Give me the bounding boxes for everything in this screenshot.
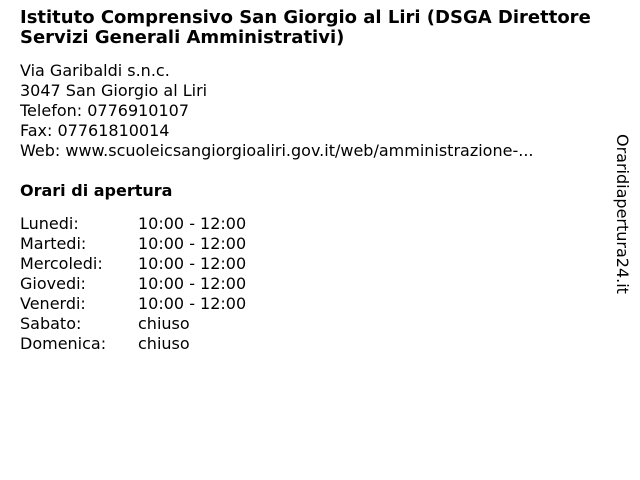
hours-day: Mercoledi: — [20, 254, 103, 273]
opening-hours-table — [20, 214, 600, 354]
hours-time: chiuso — [138, 314, 190, 333]
phone-number: Telefon: 0776910107 — [20, 101, 190, 120]
hours-row-sunday — [20, 334, 600, 354]
business-card — [20, 8, 600, 354]
hours-row-tuesday — [20, 234, 600, 254]
business-title: Istituto Comprensivo San Giorgio al Liri (DSGA Direttore Servizi Generali Amministrativi) — [20, 7, 591, 48]
hours-day: Lunedi: — [20, 214, 79, 233]
hours-row-saturday — [20, 314, 600, 334]
hours-time: 10:00 - 12:00 — [138, 234, 247, 253]
hours-day: Domenica: — [20, 334, 107, 353]
site-credit: Oraridiapertura24.it — [613, 134, 632, 294]
hours-day: Martedi: — [20, 234, 87, 253]
hours-time: 10:00 - 12:00 — [138, 254, 247, 273]
hours-day: Sabato: — [20, 314, 82, 333]
street-address: Via Garibaldi s.n.c. — [20, 61, 170, 80]
hours-day: Giovedi: — [20, 274, 86, 293]
hours-row-friday — [20, 294, 600, 314]
hours-row-wednesday — [20, 254, 600, 274]
hours-day: Venerdi: — [20, 294, 86, 313]
hours-time: 10:00 - 12:00 — [138, 274, 247, 293]
city-address: 3047 San Giorgio al Liri — [20, 81, 208, 100]
hours-row-thursday — [20, 274, 600, 294]
fax-number: Fax: 07761810014 — [20, 121, 170, 140]
hours-row-monday — [20, 214, 600, 234]
hours-time: chiuso — [138, 334, 190, 353]
address-block — [20, 61, 600, 161]
opening-hours-heading: Orari di apertura — [20, 181, 173, 200]
hours-time: 10:00 - 12:00 — [138, 294, 247, 313]
hours-time: 10:00 - 12:00 — [138, 214, 247, 233]
website: Web: www.scuoleicsangiorgioaliri.gov.it/web/amministrazione-... — [20, 141, 534, 160]
